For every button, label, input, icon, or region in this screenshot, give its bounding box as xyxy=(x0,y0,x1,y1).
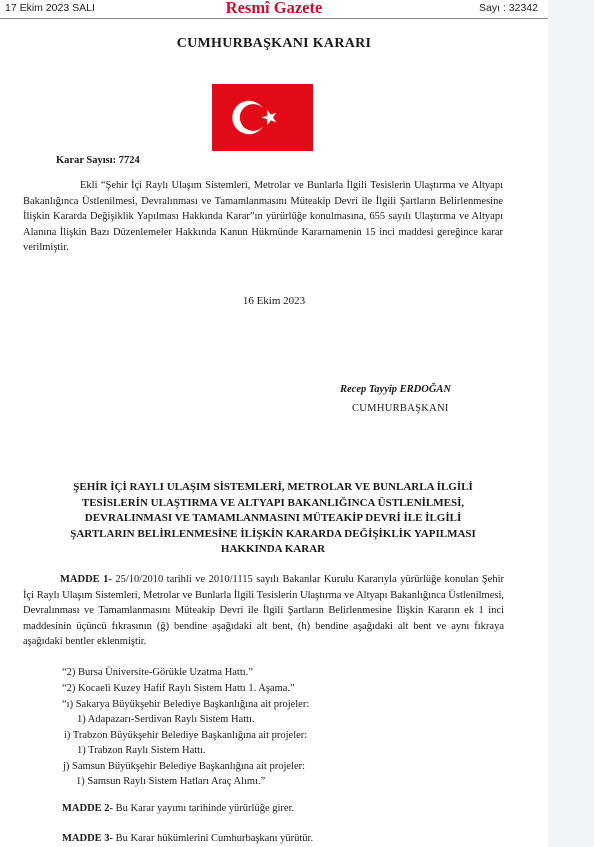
article-1-text: 25/10/2010 tarihli ve 2010/1115 sayılı Bakanlar Kurulu Kararıyla yürürlüğe konulan Şehir İçi Raylı Ulaşım Sistemleri, Metrolar ve Bunlarla İlgili Tesislerin Ulaştırma ve Altyapı Bakanlığınca Üstlenilmesi, Devralınması ve Tamamlanmasını Müteakip Devri ile İlgili Şartların Belirlenmesine İlişkin Kararın ek 1 inci maddesinin üçüncü fıkrasının (ğ) bendine aşağıdaki alt bent, (h) bendine aşağıdaki alt bent ve aynı fıkraya aşağıdaki bentler eklenmiştir. xyxy=(23,574,504,648)
annex-heading-line: ŞARTLARIN BELİRLENMESİNE İLİŞKİN KARARDA DEĞİŞİKLİK YAPILMASI xyxy=(70,527,476,540)
decision-number: Karar Sayısı: 7724 xyxy=(56,155,140,166)
issue-number: Sayı : 32342 xyxy=(479,2,538,14)
list-item: “ı) Sakarya Büyükşehir Belediye Başkanlığına ait projeler: xyxy=(62,699,310,710)
article-1-label: MADDE 1- xyxy=(60,574,112,585)
annex-heading-line: HAKKINDA KARAR xyxy=(220,543,326,555)
signer-title: CUMHURBAŞKANI xyxy=(352,403,449,414)
list-item: i) Trabzon Büyükşehir Belediye Başkanlığına ait projeler: xyxy=(64,730,308,741)
turkish-flag-icon xyxy=(212,84,313,151)
page-title: CUMHURBAŞKANI KARARI xyxy=(176,36,372,51)
list-item: 1) Trabzon Raylı Sistem Hattı. xyxy=(77,745,206,756)
list-item: 1) Adapazarı-Serdivan Raylı Sistem Hattı. xyxy=(77,714,255,725)
list-item: “2) Bursa Üniversite-Görükle Uzatma Hattı.” xyxy=(62,667,253,678)
annex-heading-line: DEVRALINMASI VE TAMAMLANMASINI MÜTEAKİP DEVRİ İLE İLGİLİ xyxy=(84,512,462,524)
article-2-text: Bu Karar yayımı tarihinde yürürlüğe girer. xyxy=(113,803,295,814)
intro-paragraph: Ekli “Şehir İçi Raylı Ulaşım Sistemleri, Metrolar ve Bunlarla İlgili Tesislerin Ulaştırma ve Altyapı Bakanlığınca Üstlenilmesi, Devralınması ve Tamamlanmasını Müteakip Devri ile İlgili Şartların Belirlenmesine İlişkin Kararda Değişiklik Yapılması Hakkında Karar”ın yürürlüğe konulmasına, 655 sayılı Ulaştırma ve Altyapı Alanına İlişkin Bazı Düzenlemeler Hakkında Kanun Hükmünde Kararnamenin 15 inci maddesi gereğince karar verilmiştir. xyxy=(23,180,503,254)
article-2 xyxy=(62,803,294,814)
gazette-name: Resmî Gazete xyxy=(225,0,323,17)
issue-date: 17 Ekim 2023 SALI xyxy=(5,2,95,14)
side-margin-strip xyxy=(548,0,594,847)
signer-name: Recep Tayyip ERDOĞAN xyxy=(340,384,452,395)
decision-date: 16 Ekim 2023 xyxy=(242,295,306,307)
list-item: j) Samsun Büyükşehir Belediye Başkanlığına ait projeler: xyxy=(63,761,306,772)
list-item: “2) Kocaeli Kuzey Hafif Raylı Sistem Hattı 1. Aşama.” xyxy=(62,683,295,694)
article-1 xyxy=(23,572,504,650)
list-item: 1) Samsun Raylı Sistem Hatları Araç Alımı.” xyxy=(76,776,266,787)
annex-heading-line: TESİSLERİN ULAŞTIRMA VE ALTYAPI BAKANLIĞINCA ÜSTLENİLMESİ, xyxy=(81,496,465,509)
header-divider xyxy=(0,18,548,19)
article-3-label: MADDE 3- xyxy=(62,833,114,844)
annex-heading-line: ŞEHİR İÇİ RAYLI ULAŞIM SİSTEMLERİ, METROLAR VE BUNLARLA İLGİLİ xyxy=(73,481,473,493)
annex-heading xyxy=(20,480,526,558)
article-2-label: MADDE 2- xyxy=(62,803,114,814)
article-3-text: Bu Karar hükümlerini Cumhurbaşkanı yürütür. xyxy=(113,833,314,844)
article-3 xyxy=(62,833,313,844)
